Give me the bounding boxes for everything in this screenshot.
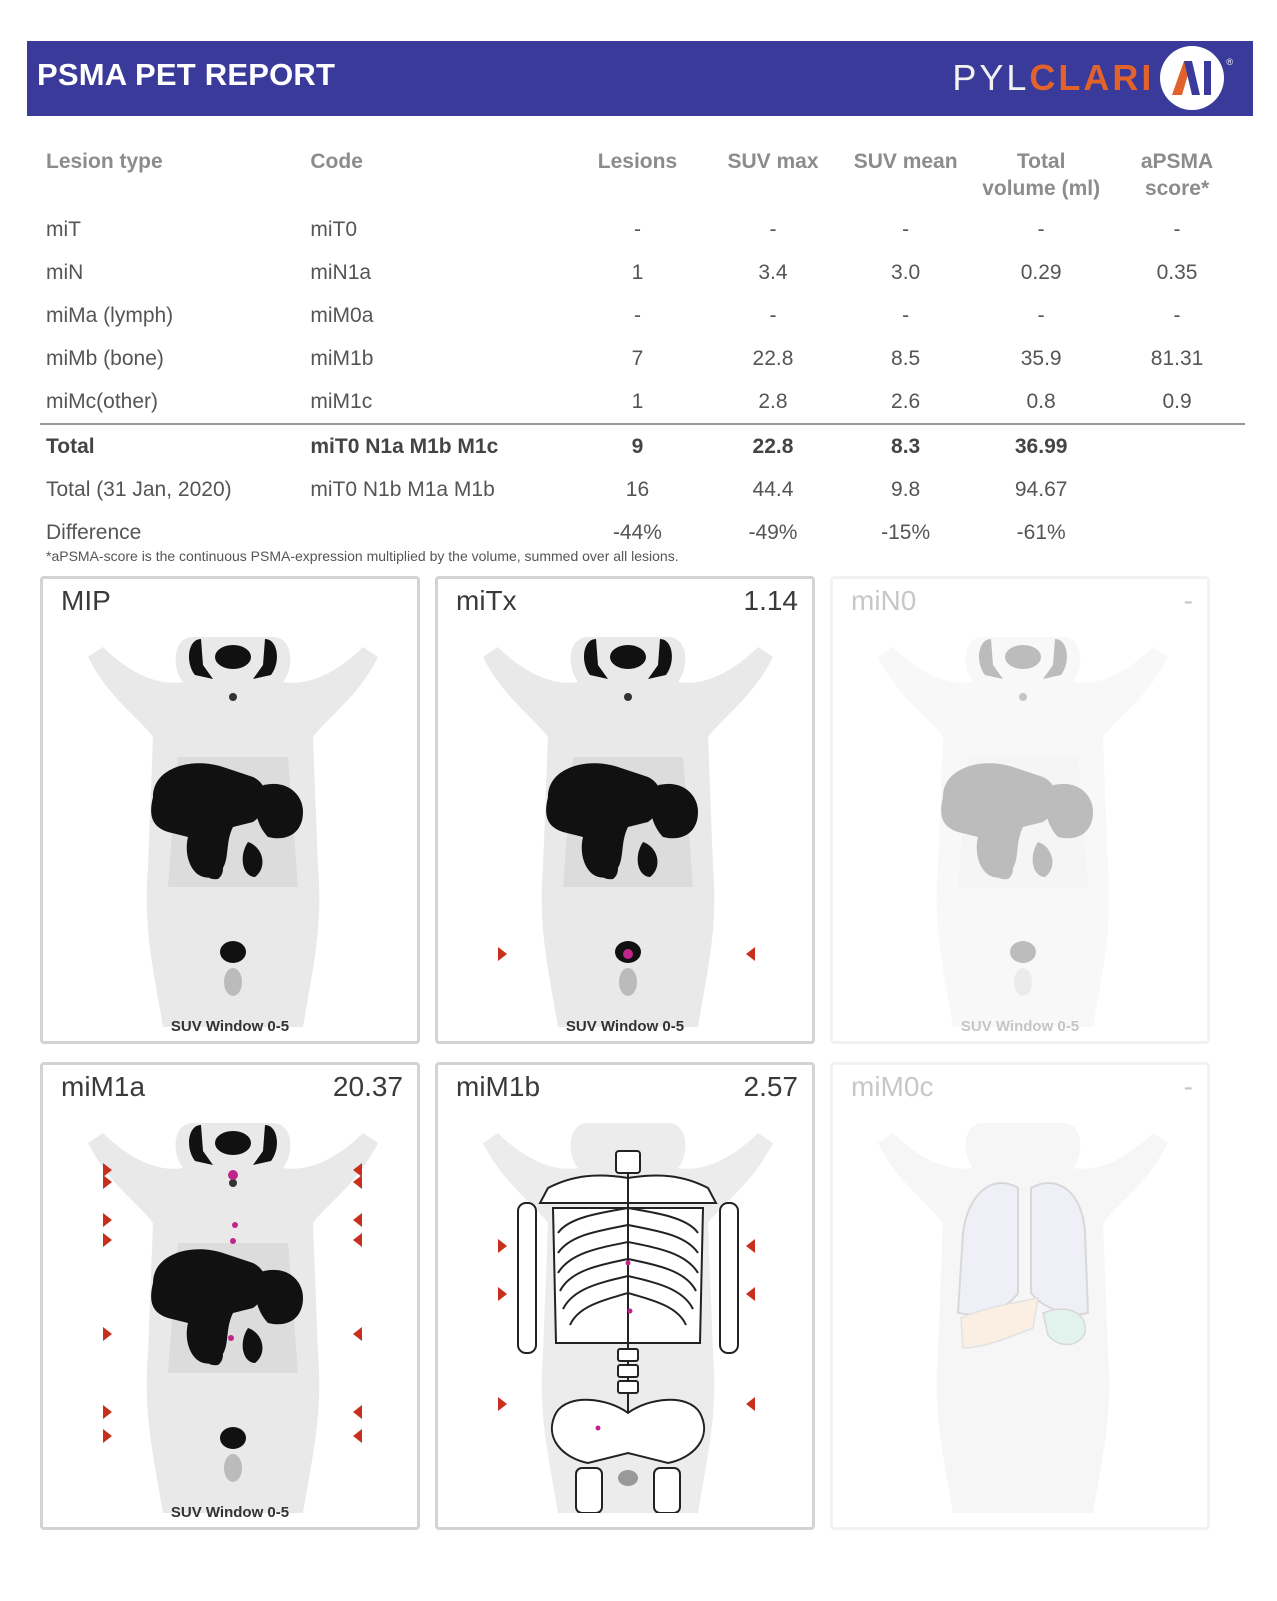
cell-lesions: 16 [625,477,650,501]
cell-suv-mean: 8.3 [838,424,973,468]
cell-suv-mean: - [902,303,910,327]
cell-volume: - [1037,217,1045,241]
lesion-marker [626,1261,631,1266]
lesion-marker [628,1309,633,1314]
cell-type: Difference [46,520,142,544]
col-apsma-line1: aPSMA [1140,150,1214,173]
marker-arrow-right-icon [498,1287,510,1303]
brand-logo [952,43,1233,113]
marker-arrow-right-icon [103,1163,115,1193]
cell-apsma: - [1173,217,1181,241]
cell-code: miT0 N1b M1a M1b [310,477,495,501]
panel-mitx [435,576,815,1044]
report-header [27,41,1253,116]
marker-arrow-left-icon [353,1213,365,1253]
marker-arrow-right-icon [498,1239,510,1255]
cell-volume: 94.67 [1014,477,1068,501]
cell-lesions: 9 [567,424,708,468]
marker-arrow-right-icon [103,1327,115,1343]
brand-text-clari: CLARI [1029,57,1155,98]
panel-title: miM0c [851,1071,934,1102]
marker-arrow-right-icon [103,1213,115,1253]
cell-volume: 35.9 [1020,346,1062,370]
lesion-marker [623,949,633,959]
ai-logo-icon [1170,59,1214,97]
col-apsma-line2: score* [1144,177,1210,200]
col-total-volume-line2: volume (ml) [982,177,1101,200]
marker-arrow-left-icon [746,1287,758,1303]
cell-suv-max: -49% [748,520,798,544]
cell-suv-mean: 9.8 [891,477,921,501]
panel-mim1b [435,1062,815,1530]
col-suv-mean: SUV mean [853,150,958,173]
panel-score: 20.37 [332,1071,403,1102]
marker-arrow-left-icon [353,1163,365,1193]
cell-lesions: 1 [631,389,644,413]
suv-window-label: SUV Window 0-5 [170,1504,290,1521]
cell-code: miM0a [310,303,374,327]
min0-body-image [873,627,1173,1027]
cell-lesions: -44% [612,520,662,544]
cell-type: miMb (bone) [46,346,164,370]
footnote: *aPSMA-score is the continuous PSMA-expression multiplied by the volume, summed over all lesions. [46,548,679,564]
panel-title: miTx [456,585,517,616]
cell-suv-max: 22.8 [708,424,838,468]
table-row [40,294,1245,337]
col-total-volume-line1: Total [1016,150,1066,173]
marker-arrow-left-icon [746,1397,758,1413]
panel-score: 1.14 [743,585,798,616]
cell-code: miM1c [310,389,373,413]
total-row [40,424,1245,468]
skeleton-image [478,1113,778,1513]
cell-type: Total (31 Jan, 2020) [46,477,232,501]
mip-body-image [83,627,383,1027]
cell-volume: - [1037,303,1045,327]
lesion-marker [228,1335,234,1341]
cell-lesions: 1 [631,260,644,284]
col-apsma-score [1109,142,1245,208]
col-total-volume [973,142,1109,208]
col-suv-max: SUV max [727,150,819,173]
cell-suv-max: 22.8 [752,346,794,370]
cell-lesions: - [633,217,641,241]
panel-title: MIP [61,585,111,616]
cell-volume: 0.8 [1026,389,1056,413]
cell-apsma [1109,511,1245,554]
table-row [40,251,1245,294]
cell-suv-max: 2.8 [758,389,788,413]
cell-suv-max: 3.4 [758,260,788,284]
marker-arrow-left-icon [746,1239,758,1255]
cell-suv-max: - [769,217,777,241]
cell-type: Total [40,424,306,468]
cell-lesions: 7 [631,346,644,370]
cell-apsma: - [1173,303,1181,327]
panel-score: - [1183,1071,1193,1102]
lesion-marker [230,1238,236,1244]
prior-total-row [40,468,1245,511]
cell-type: miMa (lymph) [46,303,174,327]
panel-score: - [1183,585,1193,616]
cell-suv-mean: -15% [881,520,931,544]
cell-lesions: - [633,303,641,327]
mitx-body-image [478,627,778,1027]
table-row [40,380,1245,424]
lesion-marker [228,1170,238,1180]
suv-window-label: SUV Window 0-5 [170,1018,290,1035]
lesion-table [40,142,1245,554]
cell-type: miT [46,217,81,241]
panel-title: miM1b [456,1071,541,1102]
panel-mim0c [830,1062,1210,1530]
marker-arrow-right-icon [103,1405,115,1445]
cell-code: miT0 N1a M1b M1c [306,424,567,468]
cell-apsma: 0.9 [1162,389,1192,413]
lesion-marker [232,1222,238,1228]
panel-title: miM1a [61,1071,146,1102]
registered-mark: ® [1226,57,1233,67]
panel-mip [40,576,420,1044]
cell-type: miMc(other) [46,389,159,413]
cell-suv-mean: 3.0 [891,260,921,284]
brand-ai-badge [1160,46,1224,110]
cell-volume: 0.29 [1020,260,1062,284]
cell-apsma: 81.31 [1150,346,1204,370]
cell-apsma [1109,468,1245,511]
panel-min0 [830,576,1210,1044]
marker-arrow-left-icon [353,1327,365,1343]
cell-apsma [1109,424,1245,468]
cell-suv-mean: 2.6 [891,389,921,413]
organs-image [873,1113,1173,1513]
suv-window-label: SUV Window 0-5 [565,1018,685,1035]
panel-score: 2.57 [743,1071,798,1102]
col-code: Code [310,150,363,173]
panel-title: miN0 [851,585,917,616]
cell-code: miT0 [310,217,358,241]
mim1a-body-image [83,1113,383,1513]
cell-code: miM1b [310,346,374,370]
suv-window-label: SUV Window 0-5 [960,1018,1080,1035]
marker-arrow-left-icon [353,1405,365,1445]
table-row [40,208,1245,251]
lesion-marker [596,1426,601,1431]
col-lesion-type: Lesion type [46,150,163,173]
cell-suv-mean: - [902,217,910,241]
table-header-row [40,142,1245,208]
cell-suv-max: 44.4 [752,477,794,501]
report-title: PSMA PET REPORT [37,57,336,92]
cell-suv-mean: 8.5 [891,346,921,370]
marker-arrow-left-icon [746,947,758,963]
col-lesions: Lesions [597,150,678,173]
table-row [40,337,1245,380]
marker-arrow-right-icon [498,947,510,963]
panel-mim1a [40,1062,420,1530]
brand-text-pyl: PYL [952,57,1030,98]
cell-code: miN1a [310,260,372,284]
cell-suv-max: - [769,303,777,327]
cell-apsma: 0.35 [1156,260,1198,284]
cell-type: miN [46,260,84,284]
cell-volume: 36.99 [973,424,1109,468]
cell-volume: -61% [1016,520,1066,544]
marker-arrow-right-icon [498,1397,510,1413]
